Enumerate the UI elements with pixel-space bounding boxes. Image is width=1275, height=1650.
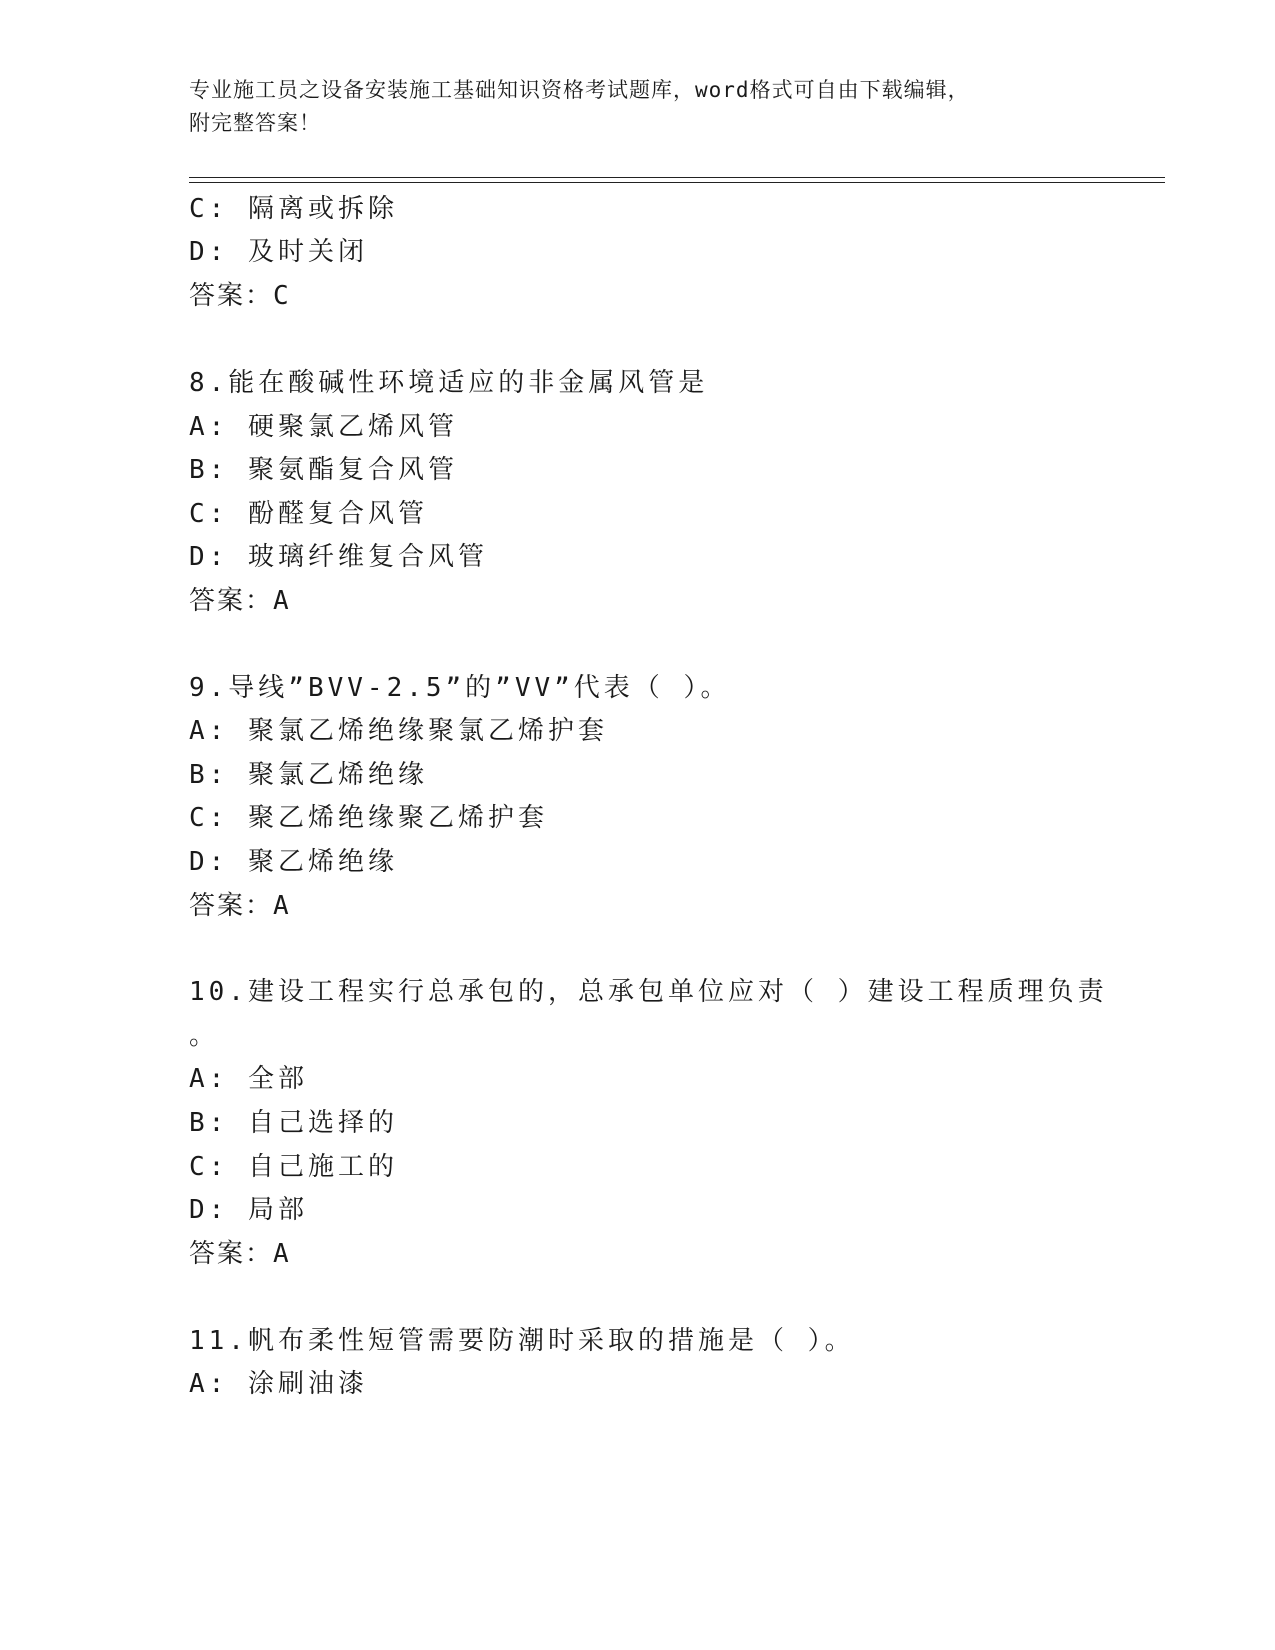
q7-option-d: D: 及时关闭	[189, 237, 368, 267]
header-divider-bottom	[189, 182, 1165, 183]
q10-option-c: C: 自己施工的	[189, 1152, 398, 1182]
q9-option-d: D: 聚乙烯绝缘	[189, 847, 398, 877]
q8-option-b: B: 聚氨酯复合风管	[189, 455, 458, 485]
q10-answer: 答案：A	[189, 1239, 291, 1269]
header-line-2: 附完整答案！	[189, 111, 321, 135]
q9-option-c: C: 聚乙烯绝缘聚乙烯护套	[189, 803, 548, 833]
q8-option-d: D: 玻璃纤维复合风管	[189, 542, 488, 572]
q10-option-d: D: 局部	[189, 1195, 308, 1225]
q10-question-line-2: 。	[189, 1021, 220, 1051]
q7-answer: 答案：C	[189, 281, 291, 311]
q8-question: 8.能在酸碱性环境适应的非金属风管是	[189, 368, 709, 398]
q10-option-b: B: 自己选择的	[189, 1108, 398, 1138]
q7-option-c: C: 隔离或拆除	[189, 194, 398, 224]
q9-option-b: B: 聚氯乙烯绝缘	[189, 760, 428, 790]
q11-question: 11.帆布柔性短管需要防潮时采取的措施是（ ）。	[189, 1326, 855, 1356]
q8-answer: 答案：A	[189, 586, 291, 616]
q8-option-a: A: 硬聚氯乙烯风管	[189, 412, 458, 442]
q9-answer: 答案：A	[189, 891, 291, 921]
q8-option-c: C: 酚醛复合风管	[189, 499, 428, 529]
q10-question-line-1: 10.建设工程实行总承包的，总承包单位应对（ ）建设工程质理负责	[189, 977, 1108, 1007]
document-header	[189, 74, 1089, 140]
q9-question: 9.导线”BVV-2.5”的”VV”代表（ ）。	[189, 673, 731, 703]
q11-option-a: A: 涂刷油漆	[189, 1369, 368, 1399]
header-line-1: 专业施工员之设备安装施工基础知识资格考试题库，word格式可自由下载编辑，	[189, 78, 970, 102]
header-divider-top	[189, 177, 1165, 178]
q9-option-a: A: 聚氯乙烯绝缘聚氯乙烯护套	[189, 716, 608, 746]
q10-option-a: A: 全部	[189, 1064, 308, 1094]
